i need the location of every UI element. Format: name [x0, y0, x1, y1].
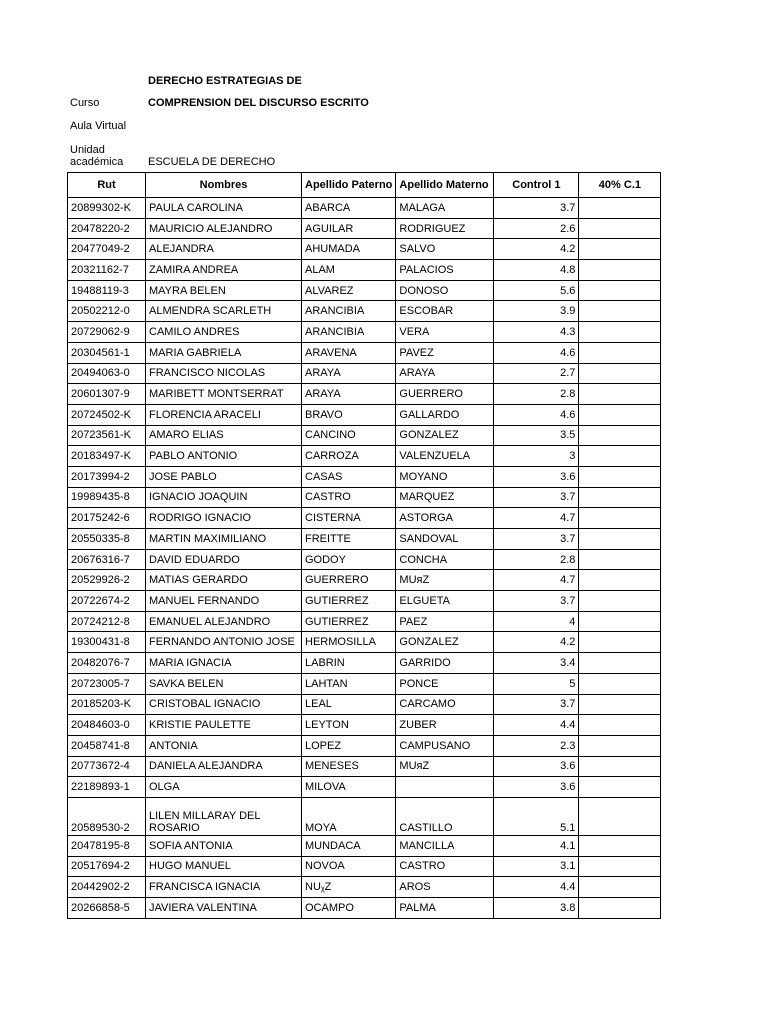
- control-1-cell: 3: [494, 446, 579, 467]
- rut-cell: 20478220-2: [68, 218, 146, 239]
- table-row: [68, 322, 661, 343]
- control-1-cell: 4.4: [494, 877, 579, 898]
- rut-cell: 20175242-6: [68, 508, 146, 529]
- apellido-paterno-cell: GUTIERREZ: [302, 591, 396, 612]
- rut-cell: 20183497-K: [68, 446, 146, 467]
- apellido-materno-cell: CARCAMO: [396, 694, 494, 715]
- porcentaje-c1-cell: [579, 715, 661, 736]
- control-1-cell: 3.6: [494, 777, 579, 798]
- apellido-materno-cell: ELGUETA: [396, 591, 494, 612]
- rut-cell: 20494063-0: [68, 363, 146, 384]
- control-1-cell: 3.7: [494, 529, 579, 550]
- apellido-materno-cell: CAMPUSANO: [396, 735, 494, 756]
- unidad-label-line1: Unidad: [70, 144, 105, 156]
- control-1-cell: 3.7: [494, 198, 579, 219]
- apellido-paterno-cell: ARAVENA: [302, 342, 396, 363]
- rut-cell: 20304561-1: [68, 342, 146, 363]
- table-row: [68, 835, 661, 856]
- porcentaje-c1-cell: [579, 260, 661, 281]
- table-row: [68, 425, 661, 446]
- apellido-paterno-cell: ARAYA: [302, 363, 396, 384]
- nombres-cell: ANTONIA: [146, 735, 302, 756]
- apellido-paterno-cell: LAHTAN: [302, 673, 396, 694]
- nombres-cell: IGNACIO JOAQUIN: [146, 487, 302, 508]
- table-row: [68, 632, 661, 653]
- apellido-materno-cell: ARAYA: [396, 363, 494, 384]
- apellido-paterno-cell: AHUMADA: [302, 239, 396, 260]
- apellido-paterno-cell: LABRIN: [302, 653, 396, 674]
- apellido-materno-cell: AROS: [396, 877, 494, 898]
- table-row: [68, 363, 661, 384]
- porcentaje-c1-cell: [579, 198, 661, 219]
- control-1-cell: 3.7: [494, 694, 579, 715]
- apellido-materno-cell: PAEZ: [396, 611, 494, 632]
- apellido-materno-cell: MARQUEZ: [396, 487, 494, 508]
- apellido-paterno-cell: ABARCA: [302, 198, 396, 219]
- rut-cell: 20477049-2: [68, 239, 146, 260]
- nombres-cell: MAYRA BELEN: [146, 280, 302, 301]
- table-row: [68, 549, 661, 570]
- table-row: [68, 653, 661, 674]
- nombres-cell: DAVID EDUARDO: [146, 549, 302, 570]
- table-row: [68, 673, 661, 694]
- table-row: [68, 570, 661, 591]
- rut-cell: 20676316-7: [68, 549, 146, 570]
- control-1-cell: 4.2: [494, 239, 579, 260]
- rut-cell: 20321162-7: [68, 260, 146, 281]
- rut-cell: 20502212-0: [68, 301, 146, 322]
- control-1-cell: 5.6: [494, 280, 579, 301]
- nombres-cell: ALMENDRA SCARLETH: [146, 301, 302, 322]
- apellido-paterno-cell: ALVAREZ: [302, 280, 396, 301]
- table-row: [68, 342, 661, 363]
- col-header-apellido-materno: Apellido Materno: [396, 173, 494, 198]
- rut-cell: 20550335-8: [68, 529, 146, 550]
- rut-cell: 20266858-5: [68, 898, 146, 919]
- nombres-cell: PABLO ANTONIO: [146, 446, 302, 467]
- rut-cell: 20724212-8: [68, 611, 146, 632]
- control-1-cell: 4.7: [494, 570, 579, 591]
- apellido-materno-cell: PALACIOS: [396, 260, 494, 281]
- table-row: [68, 239, 661, 260]
- control-1-cell: 4.2: [494, 632, 579, 653]
- apellido-paterno-cell: AGUILAR: [302, 218, 396, 239]
- table-row: [68, 797, 661, 835]
- porcentaje-c1-cell: [579, 384, 661, 405]
- rut-cell: 19300431-8: [68, 632, 146, 653]
- apellido-paterno-cell: ARANCIBIA: [302, 301, 396, 322]
- rut-cell: 20185203-K: [68, 694, 146, 715]
- table-header-row: [68, 173, 661, 198]
- apellido-paterno-cell: NUᵪZ: [302, 877, 396, 898]
- porcentaje-c1-cell: [579, 570, 661, 591]
- nombres-cell: MANUEL FERNANDO: [146, 591, 302, 612]
- control-1-cell: 4.4: [494, 715, 579, 736]
- apellido-materno-cell: SALVO: [396, 239, 494, 260]
- apellido-materno-cell: MANCILLA: [396, 835, 494, 856]
- control-1-cell: 2.8: [494, 384, 579, 405]
- apellido-materno-cell: GARRIDO: [396, 653, 494, 674]
- porcentaje-c1-cell: [579, 591, 661, 612]
- porcentaje-c1-cell: [579, 363, 661, 384]
- nombres-cell: ZAMIRA ANDREA: [146, 260, 302, 281]
- apellido-materno-cell: ESCOBAR: [396, 301, 494, 322]
- nombres-cell: RODRIGO IGNACIO: [146, 508, 302, 529]
- control-1-cell: 4.1: [494, 835, 579, 856]
- nombres-cell: SAVKA BELEN: [146, 673, 302, 694]
- rut-cell: 20517694-2: [68, 856, 146, 877]
- apellido-paterno-cell: ARAYA: [302, 384, 396, 405]
- apellido-paterno-cell: CISTERNA: [302, 508, 396, 529]
- unidad-label-line2: académica: [70, 156, 124, 168]
- apellido-materno-cell: GUERRERO: [396, 384, 494, 405]
- apellido-paterno-cell: MOYA: [302, 797, 396, 835]
- col-header-nombres: Nombres: [146, 173, 302, 198]
- nombres-cell: ALEJANDRA: [146, 239, 302, 260]
- nombres-cell: DANIELA ALEJANDRA: [146, 756, 302, 777]
- unidad-value: ESCUELA DE DERECHO: [148, 156, 276, 168]
- apellido-paterno-cell: ARANCIBIA: [302, 322, 396, 343]
- table-row: [68, 756, 661, 777]
- control-1-cell: 4.3: [494, 322, 579, 343]
- apellido-materno-cell: RODRIGUEZ: [396, 218, 494, 239]
- table-row: [68, 508, 661, 529]
- nombres-cell: CAMILO ANDRES: [146, 322, 302, 343]
- control-1-cell: 2.3: [494, 735, 579, 756]
- nombres-cell: HUGO MANUEL: [146, 856, 302, 877]
- porcentaje-c1-cell: [579, 446, 661, 467]
- porcentaje-c1-cell: [579, 777, 661, 798]
- porcentaje-c1-cell: [579, 673, 661, 694]
- table-row: [68, 487, 661, 508]
- control-1-cell: 4: [494, 611, 579, 632]
- control-1-cell: 3.5: [494, 425, 579, 446]
- control-1-cell: 3.4: [494, 653, 579, 674]
- apellido-materno-cell: GONZALEZ: [396, 632, 494, 653]
- apellido-materno-cell: ASTORGA: [396, 508, 494, 529]
- apellido-materno-cell: CASTILLO: [396, 797, 494, 835]
- control-1-cell: 2.7: [494, 363, 579, 384]
- nombres-cell: JOSE PABLO: [146, 466, 302, 487]
- rut-cell: 20478195-8: [68, 835, 146, 856]
- apellido-paterno-cell: MILOVA: [302, 777, 396, 798]
- porcentaje-c1-cell: [579, 487, 661, 508]
- porcentaje-c1-cell: [579, 835, 661, 856]
- porcentaje-c1-cell: [579, 529, 661, 550]
- apellido-materno-cell: PALMA: [396, 898, 494, 919]
- table-row: [68, 898, 661, 919]
- apellido-paterno-cell: HERMOSILLA: [302, 632, 396, 653]
- table-row: [68, 384, 661, 405]
- porcentaje-c1-cell: [579, 301, 661, 322]
- nombres-cell: MARIA GABRIELA: [146, 342, 302, 363]
- nombres-cell: MATIAS GERARDO: [146, 570, 302, 591]
- apellido-materno-cell: PAVEZ: [396, 342, 494, 363]
- nombres-cell: MARIA IGNACIA: [146, 653, 302, 674]
- control-1-cell: 4.6: [494, 404, 579, 425]
- porcentaje-c1-cell: [579, 342, 661, 363]
- nombres-cell: KRISTIE PAULETTE: [146, 715, 302, 736]
- table-row: [68, 777, 661, 798]
- porcentaje-c1-cell: [579, 611, 661, 632]
- apellido-paterno-cell: BRAVO: [302, 404, 396, 425]
- control-1-cell: 4.6: [494, 342, 579, 363]
- rut-cell: 19488119-3: [68, 280, 146, 301]
- control-1-cell: 4.7: [494, 508, 579, 529]
- table-row: [68, 591, 661, 612]
- curso-value: COMPRENSION DEL DISCURSO ESCRITO: [148, 97, 369, 109]
- porcentaje-c1-cell: [579, 549, 661, 570]
- control-1-cell: 4.8: [494, 260, 579, 281]
- apellido-paterno-cell: MENESES: [302, 756, 396, 777]
- rut-cell: 20442902-2: [68, 877, 146, 898]
- porcentaje-c1-cell: [579, 856, 661, 877]
- control-1-cell: 2.6: [494, 218, 579, 239]
- control-1-cell: 3.8: [494, 898, 579, 919]
- porcentaje-c1-cell: [579, 466, 661, 487]
- rut-cell: 20482076-7: [68, 653, 146, 674]
- rut-cell: 20773672-4: [68, 756, 146, 777]
- apellido-materno-cell: VALENZUELA: [396, 446, 494, 467]
- nombres-cell: FRANCISCA IGNACIA: [146, 877, 302, 898]
- rut-cell: 20529926-2: [68, 570, 146, 591]
- apellido-paterno-cell: ALAM: [302, 260, 396, 281]
- apellido-paterno-cell: LOPEZ: [302, 735, 396, 756]
- apellido-materno-cell: MALAGA: [396, 198, 494, 219]
- table-row: [68, 694, 661, 715]
- apellido-paterno-cell: CASAS: [302, 466, 396, 487]
- control-1-cell: 5.1: [494, 797, 579, 835]
- apellido-paterno-cell: GUTIERREZ: [302, 611, 396, 632]
- apellido-paterno-cell: LEYTON: [302, 715, 396, 736]
- apellido-paterno-cell: CASTRO: [302, 487, 396, 508]
- table-row: [68, 218, 661, 239]
- porcentaje-c1-cell: [579, 694, 661, 715]
- nombres-cell: CRISTOBAL IGNACIO: [146, 694, 302, 715]
- rut-cell: 20173994-2: [68, 466, 146, 487]
- nombres-cell: PAULA CAROLINA: [146, 198, 302, 219]
- rut-cell: 20601307-9: [68, 384, 146, 405]
- table-row: [68, 260, 661, 281]
- apellido-paterno-cell: MUNDACA: [302, 835, 396, 856]
- nombres-cell: MARTIN MAXIMILIANO: [146, 529, 302, 550]
- control-1-cell: 2.8: [494, 549, 579, 570]
- rut-cell: 20723005-7: [68, 673, 146, 694]
- nombres-cell: FERNANDO ANTONIO JOSE: [146, 632, 302, 653]
- table-row: [68, 715, 661, 736]
- curso-label: Curso: [70, 97, 100, 109]
- rut-cell: 20458741-8: [68, 735, 146, 756]
- apellido-materno-cell: GONZALEZ: [396, 425, 494, 446]
- control-1-cell: 5: [494, 673, 579, 694]
- table-row: [68, 198, 661, 219]
- apellido-paterno-cell: OCAMPO: [302, 898, 396, 919]
- rut-cell: 20589530-2: [68, 797, 146, 835]
- nombres-cell: LILEN MILLARAY DEL ROSARIO: [146, 797, 302, 835]
- rut-cell: 20899302-K: [68, 198, 146, 219]
- table-row: [68, 301, 661, 322]
- col-header-rut: Rut: [68, 173, 146, 198]
- col-header-control-1: Control 1: [494, 173, 579, 198]
- porcentaje-c1-cell: [579, 735, 661, 756]
- control-1-cell: 3.1: [494, 856, 579, 877]
- nombres-cell: MAURICIO ALEJANDRO: [146, 218, 302, 239]
- apellido-materno-cell: VERA: [396, 322, 494, 343]
- apellido-paterno-cell: GUERRERO: [302, 570, 396, 591]
- apellido-materno-cell: CONCHA: [396, 549, 494, 570]
- apellido-paterno-cell: CARROZA: [302, 446, 396, 467]
- porcentaje-c1-cell: [579, 404, 661, 425]
- table-row: [68, 529, 661, 550]
- nombres-cell: JAVIERA VALENTINA: [146, 898, 302, 919]
- nombres-cell: AMARO ELIAS: [146, 425, 302, 446]
- apellido-materno-cell: MUяZ: [396, 570, 494, 591]
- apellido-materno-cell: CASTRO: [396, 856, 494, 877]
- rut-cell: 22189893-1: [68, 777, 146, 798]
- rut-cell: 20484603-0: [68, 715, 146, 736]
- rut-cell: 20722674-2: [68, 591, 146, 612]
- apellido-paterno-cell: CANCINO: [302, 425, 396, 446]
- table-row: [68, 735, 661, 756]
- table-row: [68, 466, 661, 487]
- table-body: [68, 198, 661, 919]
- table-row: [68, 611, 661, 632]
- rut-cell: 19989435-8: [68, 487, 146, 508]
- porcentaje-c1-cell: [579, 425, 661, 446]
- clipped-header-line: DERECHO ESTRATEGIAS DE: [148, 75, 302, 87]
- table-row: [68, 280, 661, 301]
- control-1-cell: 3.6: [494, 466, 579, 487]
- porcentaje-c1-cell: [579, 280, 661, 301]
- porcentaje-c1-cell: [579, 797, 661, 835]
- apellido-materno-cell: PONCE: [396, 673, 494, 694]
- grades-table: [67, 172, 661, 919]
- control-1-cell: 3.7: [494, 591, 579, 612]
- porcentaje-c1-cell: [579, 756, 661, 777]
- nombres-cell: FLORENCIA ARACELI: [146, 404, 302, 425]
- porcentaje-c1-cell: [579, 218, 661, 239]
- control-1-cell: 3.9: [494, 301, 579, 322]
- porcentaje-c1-cell: [579, 632, 661, 653]
- apellido-paterno-cell: FREITTE: [302, 529, 396, 550]
- apellido-paterno-cell: NOVOA: [302, 856, 396, 877]
- nombres-cell: EMANUEL ALEJANDRO: [146, 611, 302, 632]
- nombres-cell: SOFIA ANTONIA: [146, 835, 302, 856]
- rut-cell: 20729062-9: [68, 322, 146, 343]
- apellido-materno-cell: MOYANO: [396, 466, 494, 487]
- control-1-cell: 3.6: [494, 756, 579, 777]
- rut-cell: 20724502-K: [68, 404, 146, 425]
- porcentaje-c1-cell: [579, 898, 661, 919]
- apellido-materno-cell: [396, 777, 494, 798]
- apellido-materno-cell: MUяZ: [396, 756, 494, 777]
- apellido-materno-cell: DONOSO: [396, 280, 494, 301]
- porcentaje-c1-cell: [579, 239, 661, 260]
- control-1-cell: 3.7: [494, 487, 579, 508]
- aula-virtual-label: Aula Virtual: [70, 120, 127, 132]
- porcentaje-c1-cell: [579, 508, 661, 529]
- apellido-paterno-cell: LEAL: [302, 694, 396, 715]
- apellido-materno-cell: SANDOVAL: [396, 529, 494, 550]
- col-header-40-c1: 40% C.1: [579, 173, 661, 198]
- porcentaje-c1-cell: [579, 322, 661, 343]
- rut-cell: 20723561-K: [68, 425, 146, 446]
- porcentaje-c1-cell: [579, 877, 661, 898]
- col-header-apellido-paterno: Apellido Paterno: [302, 173, 396, 198]
- table-row: [68, 446, 661, 467]
- nombres-cell: FRANCISCO NICOLAS: [146, 363, 302, 384]
- nombres-cell: MARIBETT MONTSERRAT: [146, 384, 302, 405]
- apellido-materno-cell: ZUBER: [396, 715, 494, 736]
- table-row: [68, 856, 661, 877]
- table-row: [68, 877, 661, 898]
- table-row: [68, 404, 661, 425]
- apellido-materno-cell: GALLARDO: [396, 404, 494, 425]
- apellido-paterno-cell: GODOY: [302, 549, 396, 570]
- nombres-cell: OLGA: [146, 777, 302, 798]
- porcentaje-c1-cell: [579, 653, 661, 674]
